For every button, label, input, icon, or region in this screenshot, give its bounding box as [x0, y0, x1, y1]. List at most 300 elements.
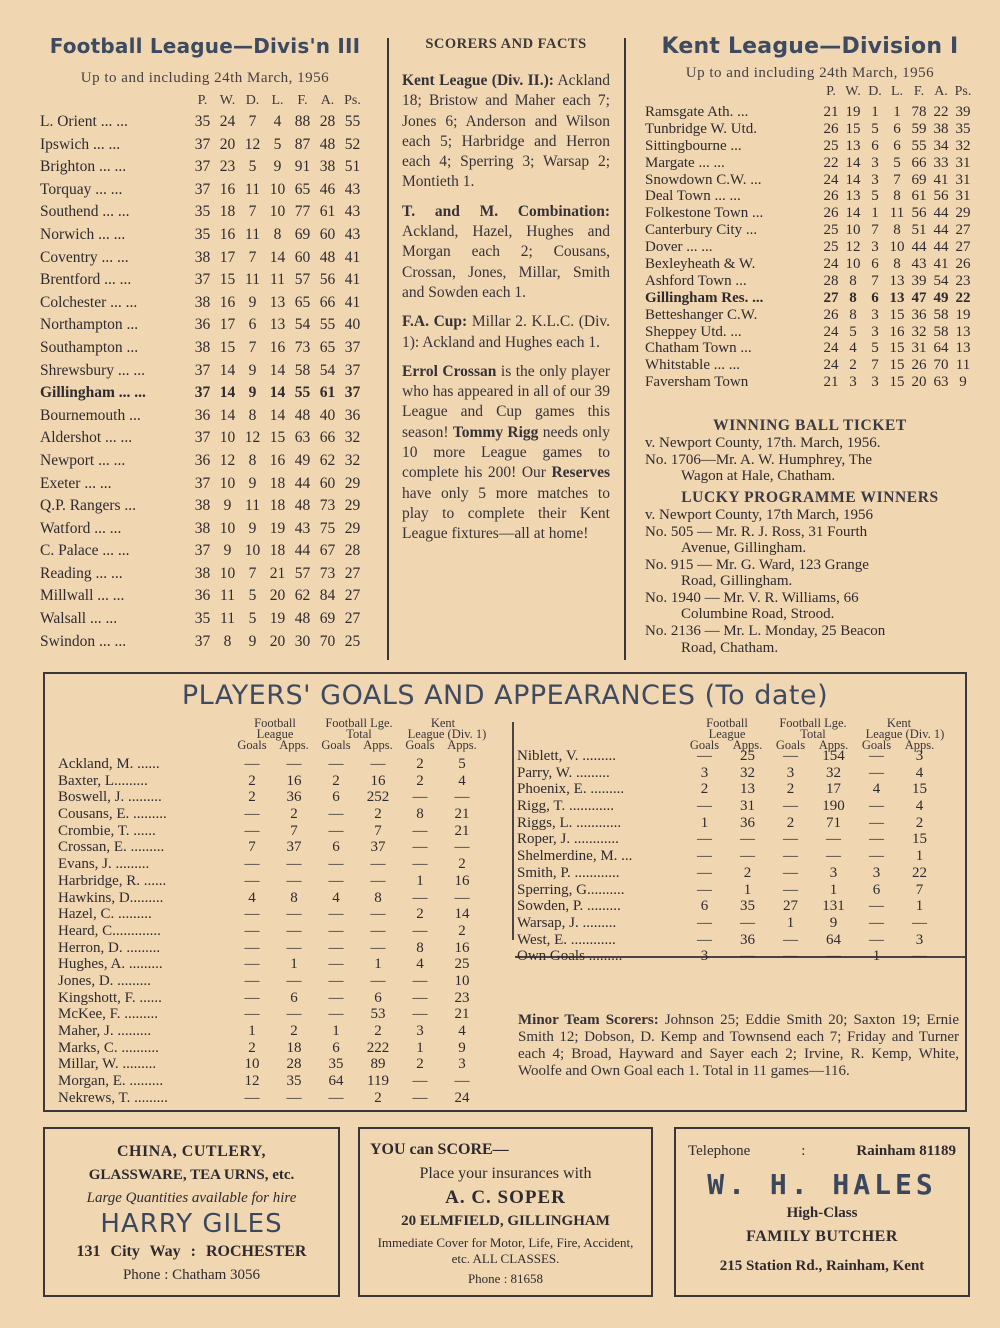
table-cell: 30: [294, 632, 311, 650]
combination-lead: T. and M. Combination:: [402, 202, 610, 220]
lucky-entry-address: Road, Gillingham.: [681, 573, 793, 590]
player-row: [58, 1023, 513, 1040]
table-cell: 58: [294, 361, 311, 379]
table-cell: 5: [248, 610, 257, 628]
table-cell: 11: [889, 205, 905, 222]
player-stat: 8: [416, 806, 424, 823]
table-cell: 4: [849, 340, 857, 357]
table-cell: 24: [823, 323, 839, 340]
table-row: [645, 290, 975, 307]
player-stat: —: [328, 822, 344, 839]
table-row: [645, 374, 975, 391]
table-row: [40, 158, 370, 181]
column-header: D.: [868, 84, 882, 99]
head-kent: Kent: [430, 716, 456, 730]
table-cell: 20: [911, 374, 927, 391]
table-cell: 37: [194, 158, 211, 176]
player-stat: —: [328, 922, 344, 939]
player-stat: 8: [374, 889, 382, 906]
player-stat: 28: [286, 1056, 302, 1073]
lucky-entry: No. 1940 — Mr. V. R. Williams, 66: [645, 589, 859, 606]
team-name: Snowdown C.W. ...: [645, 171, 762, 188]
player-stat: 4: [872, 781, 881, 798]
head-apps: Apps.: [732, 738, 763, 752]
table-cell: 67: [319, 542, 336, 560]
player-stat: 5: [458, 756, 466, 772]
player-stat: 3: [416, 1023, 424, 1039]
table-cell: 24: [219, 113, 236, 130]
table-cell: 37: [194, 361, 211, 379]
table-cell: 27: [344, 564, 361, 582]
table-cell: 39: [911, 272, 927, 289]
head-football-lge: Football Lge.: [779, 716, 847, 730]
table-cell: 19: [269, 519, 286, 537]
player-name: Herron, D. .........: [58, 939, 161, 956]
player-name: Parry, W. .........: [517, 764, 610, 781]
table-cell: 39: [955, 104, 971, 120]
table-cell: 38: [319, 158, 336, 176]
player-stat: 17: [826, 781, 841, 798]
table-cell: 11: [270, 271, 285, 289]
facts-text-a: is the only player who has appeared in all of our 39 League and Cup games this season!: [402, 362, 610, 441]
table-cell: 54: [319, 361, 336, 379]
team-name: Faversham Town: [645, 374, 749, 391]
table-cell: 38: [194, 293, 211, 311]
player-stat: 8: [416, 939, 424, 956]
player-row: [58, 806, 513, 823]
table-cell: 75: [319, 519, 336, 537]
lucky-entries: [645, 524, 975, 657]
player-name: Evans, J. .........: [58, 856, 150, 873]
player-stat: —: [286, 872, 302, 889]
table-row: [40, 407, 370, 430]
table-cell: 15: [219, 338, 236, 356]
head-apps: Apps.: [447, 738, 477, 752]
table-cell: 31: [955, 171, 971, 188]
table-row: [40, 497, 370, 520]
minor-team-scorers: [518, 1012, 959, 1080]
table-cell: 37: [194, 180, 211, 198]
table-cell: 31: [955, 154, 971, 171]
player-stat: 131: [822, 898, 845, 915]
hales-address: 215 Station Rd., Rainham, Kent: [719, 1258, 925, 1274]
team-name: Reading ... ...: [40, 564, 123, 582]
player-name: Riggs, L. ............: [517, 814, 622, 831]
table-row: [645, 273, 975, 290]
team-name: C. Palace ... ...: [40, 542, 130, 560]
table-cell: 13: [955, 340, 971, 357]
player-stat: 25: [454, 956, 470, 973]
column-header: P.: [826, 84, 836, 99]
player-stat: 119: [367, 1073, 389, 1090]
table-cell: 19: [845, 104, 861, 120]
player-name: Shelmerdine, M. ...: [517, 848, 633, 865]
player-stat: 2: [290, 1023, 298, 1039]
table-row: [645, 155, 975, 172]
table-cell: 8: [849, 272, 857, 289]
player-stat: —: [328, 939, 344, 956]
player-stat: —: [869, 848, 884, 865]
player-stat: 2: [458, 856, 466, 873]
table-cell: 28: [823, 272, 839, 289]
table-cell: 6: [248, 316, 257, 334]
table-cell: 37: [194, 271, 211, 289]
head-total: Total: [800, 727, 826, 741]
player-stat: —: [912, 948, 927, 965]
player-stat: —: [740, 948, 755, 965]
table-cell: 41: [344, 271, 361, 289]
table-cell: 9: [959, 374, 967, 391]
table-row: [645, 188, 975, 205]
team-name: Aldershot ... ...: [40, 429, 133, 447]
player-stat: —: [244, 806, 260, 823]
lucky-entry-address: Avenue, Gillingham.: [681, 540, 807, 557]
table-cell: 12: [244, 429, 261, 447]
table-cell: 55: [319, 316, 336, 334]
table-cell: 9: [248, 519, 257, 537]
table-cell: 6: [893, 137, 901, 154]
table-cell: 62: [319, 451, 336, 469]
table-cell: 65: [294, 293, 311, 311]
table-cell: 17: [219, 248, 236, 266]
table-cell: 64: [933, 340, 949, 357]
player-stat: —: [244, 939, 260, 956]
player-stat: 9: [458, 1039, 466, 1056]
table-cell: 10: [269, 180, 286, 198]
table-cell: 31: [911, 340, 927, 357]
team-name: L. Orient ... ...: [40, 113, 128, 130]
player-stat: —: [783, 864, 798, 881]
table-cell: 15: [889, 357, 905, 374]
table-cell: 16: [269, 338, 286, 356]
table-cell: 31: [955, 188, 971, 205]
giles-phone: Phone : Chatham 3056: [122, 1267, 261, 1283]
kent1-table: [645, 104, 975, 391]
table-row: [40, 362, 370, 385]
table-cell: 25: [823, 239, 839, 256]
player-name: Cousans, E. .........: [58, 806, 167, 823]
player-stat: 9: [829, 914, 838, 931]
player-stat: 3: [786, 764, 795, 781]
player-stat: —: [697, 848, 712, 865]
table-cell: 37: [194, 474, 211, 492]
table-cell: 61: [319, 384, 336, 402]
advert-ac-soper: [358, 1127, 653, 1297]
team-name: Shrewsbury ... ...: [40, 361, 146, 379]
table-cell: 7: [248, 113, 257, 130]
table-cell: 15: [889, 306, 905, 323]
column-header: D.: [245, 93, 260, 108]
table-cell: 13: [845, 137, 861, 154]
table-cell: 13: [269, 316, 286, 334]
table-cell: 16: [219, 293, 236, 311]
table-cell: 59: [911, 120, 927, 137]
table-cell: 10: [219, 429, 236, 447]
player-stat: 2: [332, 772, 340, 789]
player-row: [58, 990, 513, 1007]
head-league: League: [708, 727, 746, 741]
table-cell: 11: [245, 497, 260, 515]
table-cell: 5: [248, 587, 257, 605]
table-cell: 9: [223, 542, 232, 560]
player-stat: —: [370, 939, 386, 956]
fa-cup-scorers: [402, 312, 610, 353]
table-cell: 38: [194, 338, 211, 356]
table-cell: 14: [219, 384, 236, 402]
player-stat: —: [244, 906, 260, 923]
player-stat: 21: [454, 806, 470, 823]
advert-wh-hales: [674, 1127, 970, 1297]
player-stat: 35: [286, 1073, 302, 1090]
player-name: Rigg, T. ............: [517, 798, 614, 815]
table-cell: 10: [845, 222, 861, 239]
player-stat: —: [697, 914, 712, 931]
table-row: [645, 256, 975, 273]
player-name: Heard, C.............: [58, 922, 161, 939]
player-stat: —: [412, 1089, 428, 1106]
player-row: [58, 823, 513, 840]
giles-address: 131 City Way : ROCHESTER: [76, 1243, 307, 1260]
player-stat: —: [286, 1006, 302, 1023]
player-stat: —: [697, 798, 712, 815]
table-cell: 55: [344, 113, 361, 130]
player-stat: —: [328, 906, 344, 923]
player-row: [58, 1090, 513, 1107]
player-stat: 4: [332, 889, 340, 906]
player-stat: 16: [286, 772, 302, 789]
team-name: Deal Town ... ...: [645, 188, 741, 205]
table-cell: 9: [223, 497, 232, 515]
player-stat: 14: [454, 906, 470, 923]
table-row: [40, 294, 370, 317]
team-name: Exeter ... ...: [40, 474, 112, 492]
hales-name: W. H. HALES: [707, 1168, 937, 1201]
player-name: Crossan, E. .........: [58, 839, 165, 856]
table-cell: 9: [248, 474, 257, 492]
table-cell: 41: [344, 293, 361, 311]
hales-tel-label: Telephone: [688, 1143, 751, 1159]
table-cell: 27: [823, 289, 839, 306]
column-header: A.: [934, 84, 948, 99]
table-cell: 8: [849, 289, 857, 306]
table-cell: 9: [248, 293, 257, 311]
table-cell: 14: [845, 205, 861, 222]
table-cell: 21: [269, 564, 286, 582]
table-cell: 61: [911, 188, 927, 205]
table-cell: 13: [889, 289, 905, 306]
table-cell: 73: [294, 338, 311, 356]
fa-cup-text: Millar 2. K.L.C. (Div. 1): Ackland and Hughes each 1.: [402, 313, 610, 351]
player-row: [515, 798, 955, 815]
column-divider: [624, 38, 626, 660]
table-cell: 66: [319, 293, 336, 311]
player-stat: —: [328, 872, 344, 889]
table-cell: 49: [933, 289, 949, 306]
table-cell: 10: [244, 542, 261, 560]
player-stat: —: [412, 989, 428, 1006]
player-name: McKee, F. .........: [58, 1006, 159, 1023]
team-name: Southampton ...: [40, 338, 139, 356]
table-cell: 41: [344, 248, 361, 266]
table-cell: 55: [911, 137, 927, 154]
player-stat: 1: [248, 1023, 256, 1039]
player-stat: 2: [416, 756, 424, 772]
player-stat: 2: [700, 781, 709, 798]
table-cell: 65: [319, 338, 336, 356]
player-row: [58, 756, 513, 773]
player-stat: 1: [332, 1023, 340, 1039]
kent1-header-row: [645, 84, 975, 104]
table-row: [645, 222, 975, 239]
table-cell: 41: [933, 171, 949, 188]
player-row: [58, 1073, 513, 1090]
table-cell: 3: [871, 171, 879, 188]
table-row: [645, 239, 975, 256]
player-stat: 15: [912, 781, 927, 798]
team-name: Q.P. Rangers ...: [40, 497, 137, 515]
team-name: Brighton ... ...: [40, 158, 127, 176]
table-cell: 62: [294, 587, 311, 605]
head-apps: Apps.: [363, 738, 393, 752]
table-cell: 41: [933, 256, 949, 273]
table-cell: 11: [245, 180, 260, 198]
players-table-left: [58, 718, 513, 1106]
table-cell: 24: [823, 340, 839, 357]
player-row: [515, 831, 955, 848]
player-stat: 1: [915, 898, 924, 915]
table-cell: 24: [823, 256, 839, 273]
player-stat: —: [286, 856, 302, 873]
giles-name: HARRY GILES: [100, 1209, 283, 1239]
facts-bold-reserves: Reserves: [551, 464, 610, 482]
player-stat: —: [869, 748, 884, 764]
table-cell: 26: [911, 357, 927, 374]
hales-telephone: [688, 1143, 956, 1160]
player-stat: —: [286, 922, 302, 939]
player-stat: 2: [743, 864, 752, 881]
player-stat: —: [244, 956, 260, 973]
player-stat: 3: [458, 1056, 466, 1073]
player-stat: —: [454, 889, 470, 906]
player-row: [515, 781, 955, 798]
table-cell: 27: [955, 222, 971, 239]
table-cell: 36: [194, 451, 211, 469]
head-goals: Goals: [237, 738, 267, 752]
player-stat: —: [328, 756, 344, 772]
table-cell: 10: [889, 239, 905, 256]
player-stat: 18: [286, 1039, 302, 1056]
player-stat: —: [826, 948, 841, 965]
player-stat: 4: [915, 764, 924, 781]
league3-header-row: [40, 93, 370, 113]
player-stat: —: [783, 798, 798, 815]
kent-div2-scorers: [402, 71, 610, 193]
ticket-line-1: v. Newport County, 17th. March, 1956.: [645, 435, 881, 452]
combination-text: Ackland, Hazel, Hughes and Morgan each 2; Cousans, Crossan, Jones, Millar, Smith and Sowden each 1.: [402, 223, 610, 301]
table-cell: 6: [871, 137, 879, 154]
team-name: Newport ... ...: [40, 451, 126, 469]
table-cell: 70: [319, 632, 336, 650]
player-stat: 6: [872, 881, 881, 898]
table-cell: 11: [245, 225, 260, 243]
head-football-lge: Football Lge.: [325, 716, 393, 730]
table-cell: 25: [344, 632, 361, 650]
player-stat: —: [912, 914, 927, 931]
lucky-entry-address: Columbine Road, Strood.: [681, 606, 835, 623]
head-kent-div: League (Div. 1): [407, 727, 487, 741]
column-header: L.: [890, 84, 904, 99]
table-cell: 8: [893, 222, 901, 239]
player-stat: 3: [700, 764, 709, 781]
player-row: [515, 932, 955, 949]
player-stat: 2: [248, 789, 256, 806]
player-stat: —: [412, 839, 428, 856]
table-row: [40, 316, 370, 339]
table-cell: 7: [248, 248, 257, 266]
player-stat: 1: [374, 956, 382, 973]
player-row: [58, 1056, 513, 1073]
table-cell: 26: [823, 205, 839, 222]
player-stat: 6: [374, 989, 382, 1006]
table-cell: 9: [248, 384, 257, 402]
player-row: [58, 873, 513, 890]
column-header: A.: [320, 93, 335, 108]
table-cell: 14: [219, 406, 236, 424]
league3-subtitle: Up to and including 24th March, 1956: [80, 70, 330, 86]
column-header: F.: [297, 93, 308, 108]
facts-bold-rigg: Tommy Rigg: [452, 423, 539, 441]
ticket-line-3: Wagon at Hale, Chatham.: [681, 468, 836, 485]
player-name: Hawkins, D.........: [58, 889, 164, 906]
table-cell: 22: [823, 154, 839, 171]
player-stat: —: [244, 856, 260, 873]
players-header: [515, 716, 955, 752]
table-cell: 24: [823, 357, 839, 374]
column-header: L.: [271, 93, 284, 108]
table-cell: 26: [823, 188, 839, 205]
player-stat: —: [286, 756, 302, 772]
player-row: [58, 789, 513, 806]
team-name: Bexleyheath & W.: [645, 256, 756, 273]
column-header: W.: [845, 84, 861, 99]
head-apps: Apps.: [904, 738, 935, 752]
lucky-entry: No. 2136 — Mr. L. Monday, 25 Beacon: [645, 623, 886, 640]
table-row: [40, 203, 370, 226]
table-row: [645, 340, 975, 357]
table-row: [645, 205, 975, 222]
player-stat: 4: [915, 798, 924, 815]
player-stat: 6: [290, 989, 298, 1006]
table-cell: 16: [269, 451, 286, 469]
player-stat: —: [244, 756, 260, 772]
soper-address: 20 ELMFIELD, GILLINGHAM: [401, 1213, 610, 1229]
table-cell: 14: [219, 361, 236, 379]
table-cell: 56: [933, 188, 949, 205]
lucky-entry: No. 505 — Mr. R. J. Ross, 31 Fourth: [645, 523, 868, 540]
table-cell: 8: [273, 225, 282, 243]
table-cell: 9: [248, 632, 257, 650]
table-cell: 37: [344, 384, 361, 402]
player-stat: 2: [416, 1056, 424, 1073]
player-stat: 6: [700, 898, 709, 915]
table-cell: 3: [871, 239, 879, 256]
player-stat: —: [244, 822, 260, 839]
table-cell: 5: [893, 154, 901, 171]
league-division-three: [40, 30, 370, 655]
head-apps: Apps.: [818, 738, 849, 752]
player-stat: 2: [248, 772, 256, 789]
team-name: Chatham Town ...: [645, 340, 752, 357]
